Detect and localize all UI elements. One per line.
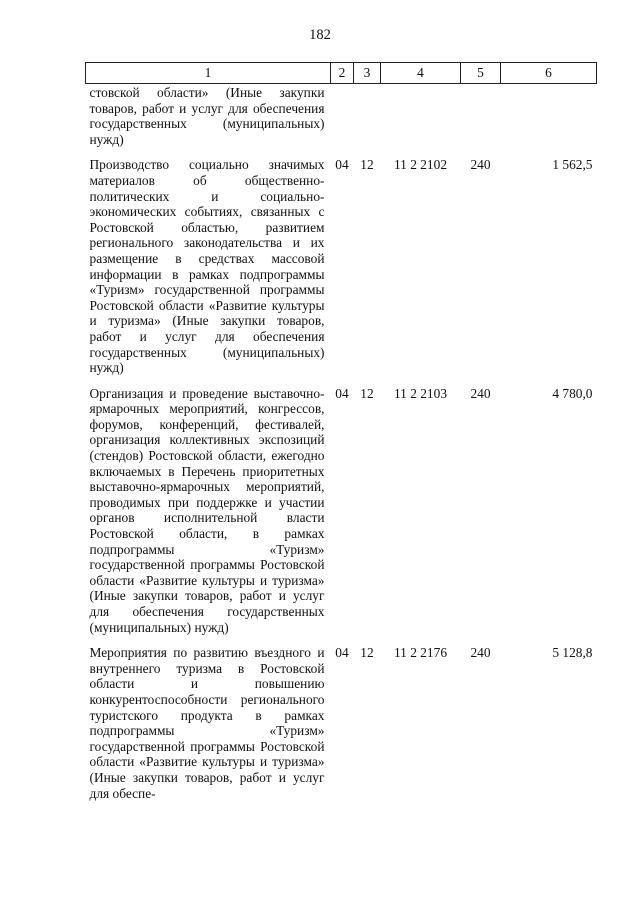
- row-name: стовской области» (Иные закупки товаров, работ и услуг для обеспечения государственных (муниципальных) нужд): [89, 85, 325, 147]
- row-target-code: [381, 84, 461, 158]
- row-name: Организация и проведение выставочно-ярмарочных мероприятий, конгрессов, форумов, конференций, фестивалей, организация коллективных экспозиций (стендов) Ростовской области, ежегодно включаемых в Перечень приоритетных выставочно-ярмарочных мероприятий, проводимых при поддержке и участии органов исполнительной власти Ростовской области, в рамках подпрограммы «Туризм» государственной программы Ростовской области «Развитие культуры и туризма» (Иные закупки товаров, работ и услуг для обеспечения государственных (муниципальных) нужд): [89, 385, 325, 635]
- table-row: [86, 84, 597, 158]
- row-amount: [501, 84, 597, 158]
- row-name: Производство социально значимых материалов об общественно-политических и социально-экономических событиях, связанных с Ростовской областью, развитием регионального законодательства и их размещение в средствах массовой информации в рамках подпрограммы «Туризм» государственной программы Ростовской области «Развитие культуры и туризма» (Иные закупки товаров, работ и услуг для обеспечения государственных (муниципальных) нужд): [89, 157, 325, 376]
- row-subsection: 12: [360, 385, 374, 401]
- row-expense-type: [461, 84, 501, 158]
- table-row: [86, 157, 597, 385]
- row-target-code: 11 2 2102: [393, 157, 448, 173]
- row-subsection: 12: [360, 157, 374, 173]
- column-header-3: 3: [354, 63, 381, 84]
- row-section: [331, 84, 354, 158]
- budget-table: [85, 62, 597, 811]
- row-expense-type: 240: [470, 385, 491, 401]
- row-expense-type: 240: [470, 645, 491, 661]
- row-expense-type: 240: [470, 157, 491, 173]
- row-amount: 5 128,8: [552, 645, 593, 661]
- row-target-code: 11 2 2103: [393, 385, 448, 401]
- column-header-2: 2: [331, 63, 354, 84]
- row-section: 04: [335, 385, 349, 401]
- row-section: 04: [335, 157, 349, 173]
- page-number: 182: [309, 27, 331, 43]
- column-header-1: 1: [86, 63, 331, 84]
- row-target-code: 11 2 2176: [393, 645, 448, 661]
- row-subsection: [354, 84, 381, 158]
- column-header-4: 4: [381, 63, 461, 84]
- row-amount: 4 780,0: [552, 385, 593, 401]
- table-header-row: [86, 63, 597, 84]
- table-row: [86, 386, 597, 646]
- column-header-6: 6: [501, 63, 597, 84]
- row-name: Мероприятия по развитию въездного и внутреннего туризма в Ростовской области и повышению конкурентоспособности регионального туристского продукта в рамках подпрограммы «Туризм» государственной программы Ростовской области «Развитие культуры и туризма» (Иные закупки товаров, работ и услуг для обеспе-: [89, 645, 325, 801]
- row-amount: 1 562,5: [552, 157, 593, 173]
- row-section: 04: [335, 645, 349, 661]
- column-header-5: 5: [461, 63, 501, 84]
- row-subsection: 12: [360, 645, 374, 661]
- table-row: [86, 645, 597, 811]
